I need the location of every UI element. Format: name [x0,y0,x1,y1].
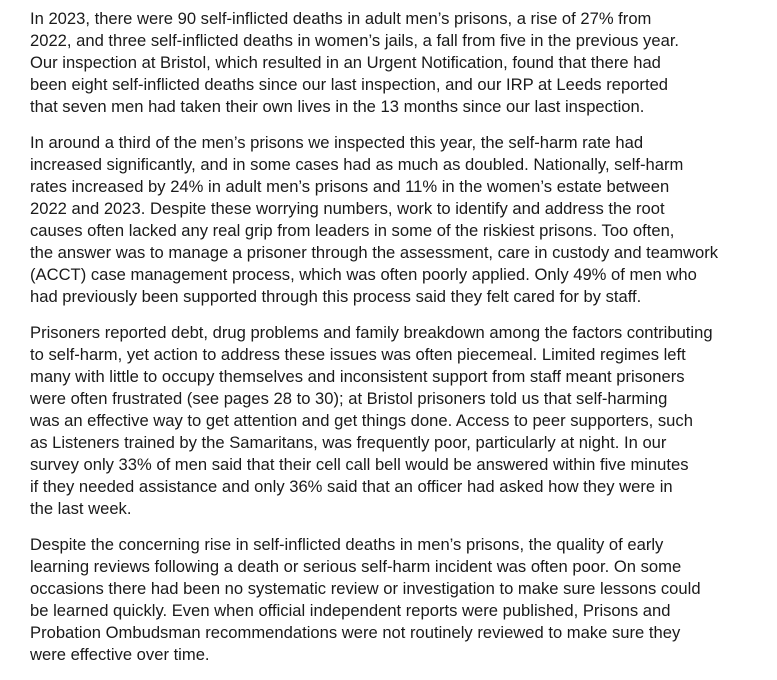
text-line: Probation Ombudsman recommendations were not routinely reviewed to make sure they [30,623,681,642]
text-line: survey only 33% of men said that their cell call bell would be answered within five minutes [30,455,689,474]
text-line: 2022 and 2023. Despite these worrying numbers, work to identify and address the root [30,199,665,218]
text-line: many with little to occupy themselves and inconsistent support from staff meant prisoners [30,367,685,386]
text-line: had previously been supported through this process said they felt cared for by staff. [30,287,642,306]
text-line: were often frustrated (see pages 28 to 30); at Bristol prisoners told us that self-harming [30,389,668,408]
text-line: been eight self-inflicted deaths since our last inspection, and our IRP at Leeds reported [30,75,669,94]
text-line: 2022, and three self-inflicted deaths in women’s jails, a fall from five in the previous year. [30,31,680,50]
text-line: that seven men had taken their own lives in the 13 months since our last inspection. [30,97,645,116]
text-line: occasions there had been no systematic review or investigation to make sure lessons could [30,579,701,598]
text-line: Despite the concerning rise in self-inflicted deaths in men’s prisons, the quality of early [30,535,664,554]
text-line: Our inspection at Bristol, which resulted in an Urgent Notification, found that there had [30,53,661,72]
text-line: rates increased by 24% in adult men’s prisons and 11% in the women’s estate between [30,177,670,196]
text-line: to self-harm, yet action to address these issues was often piecemeal. Limited regimes left [30,345,686,364]
text-line: the last week. [30,499,132,518]
paragraph-learning-reviews [30,534,770,666]
paragraph-deaths [30,8,770,118]
text-line: if they needed assistance and only 36% said that an officer had asked how they were in [30,477,673,496]
text-line: causes often lacked any real grip from leaders in some of the riskiest prisons. Too often, [30,221,675,240]
paragraph-contributing-factors [30,322,770,520]
text-line: In 2023, there were 90 self-inflicted deaths in adult men’s prisons, a rise of 27% from [30,9,652,28]
document-page [30,8,770,680]
paragraph-self-harm-rates [30,132,770,308]
text-line: increased significantly, and in some cases had as much as doubled. Nationally, self-harm [30,155,684,174]
text-line: In around a third of the men’s prisons we inspected this year, the self-harm rate had [30,133,644,152]
text-line: was an effective way to get attention and get things done. Access to peer supporters, such [30,411,693,430]
text-line: Prisoners reported debt, drug problems and family breakdown among the factors contributing [30,323,713,342]
text-line: be learned quickly. Even when official independent reports were published, Prisons and [30,601,671,620]
text-line: as Listeners trained by the Samaritans, was frequently poor, particularly at night. In our [30,433,667,452]
text-line: learning reviews following a death or serious self-harm incident was often poor. On some [30,557,682,576]
text-line: the answer was to manage a prisoner through the assessment, care in custody and teamwork [30,243,719,262]
text-line: were effective over time. [30,645,210,664]
text-line: (ACCT) case management process, which was often poorly applied. Only 49% of men who [30,265,697,284]
